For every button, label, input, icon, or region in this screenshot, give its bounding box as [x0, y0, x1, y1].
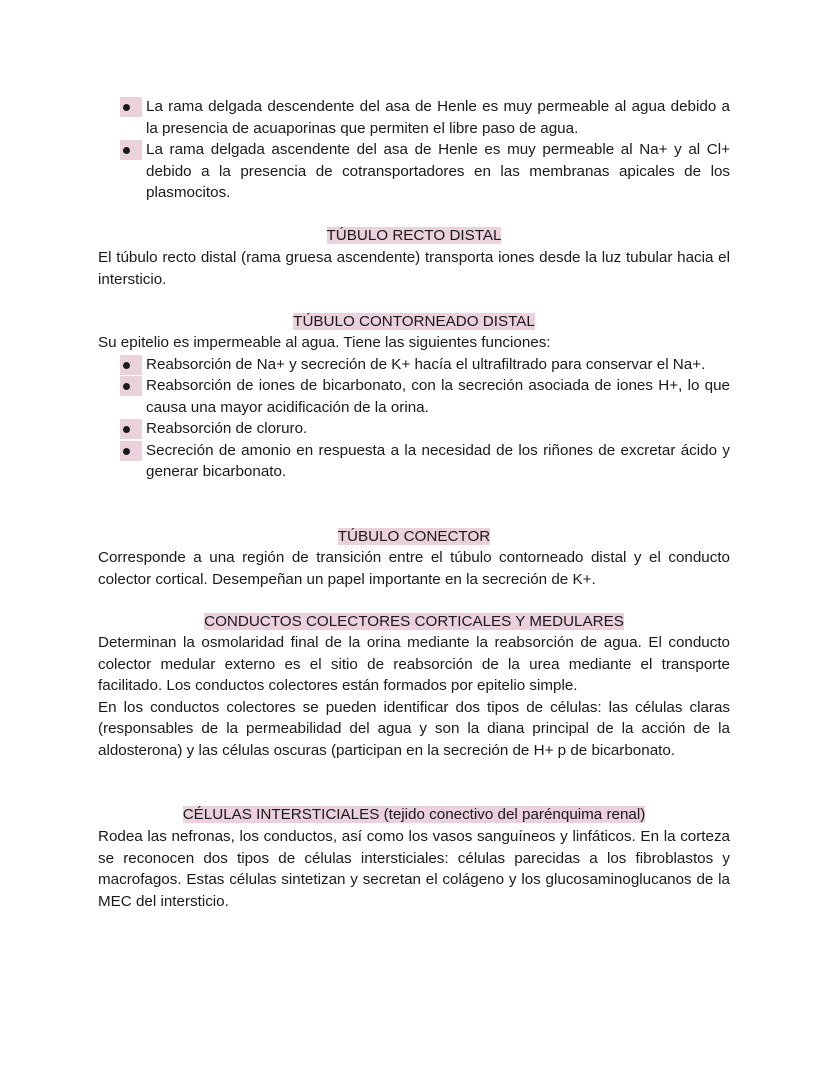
section-heading-contorneado-distal: TÚBULO CONTORNEADO DISTAL: [293, 313, 535, 330]
section-body-colectores: Determinan la osmolaridad final de la orina mediante la reabsorción de agua. El conducto colector medular externo es el sitio de reabsorción de la urea mediante el transporte facilitado. Los conductos colectores están formados por epitelio simple. En los conductos colectores se pueden identificar dos tipos de células: las células claras (responsables de la permeabilidad del agua y son la diana principal de la acción de la aldosterona) y las células oscuras (participan en la secreción de H+ p de bicarbonato.: [98, 634, 730, 759]
list-item: Secreción de amonio en respuesta a la necesidad de los riñones de excretar ácido y generar bicarbonato.: [98, 440, 730, 483]
list-item: La rama delgada descendente del asa de Henle es muy permeable al agua debido a la presencia de acuaporinas que permiten el libre paso de agua.: [98, 96, 730, 139]
section-heading-colectores: CONDUCTOS COLECTORES CORTICALES Y MEDULARES: [204, 613, 624, 630]
henle-list: [98, 96, 730, 204]
bullet-icon: [120, 419, 142, 439]
bullet-icon: [120, 355, 142, 375]
bullet-icon: [120, 140, 142, 160]
section-heading-intersticiales: CÉLULAS INTERSTICIALES (tejido conectivo del parénquima renal): [182, 806, 646, 823]
section-body-intersticiales: Rodea las nefronas, los conductos, así como los vasos sanguíneos y linfáticos. En la corteza se reconocen dos tipos de células intersticiales: células parecidas a los fibroblastos y macrofagos. Estas células sintetizan y secretan el colágeno y los glucosaminoglucanos de la MEC del intersticio.: [98, 828, 730, 910]
list-item: Reabsorción de iones de bicarbonato, con la secreción asociada de iones H+, lo que causa una mayor acidificación de la orina.: [98, 375, 730, 418]
bullet-icon: [120, 441, 142, 461]
section-body-contorneado-distal: Su epitelio es impermeable al agua. Tiene las siguientes funciones: Reabsorción de Na+ y secreción de K+ hacía el ultrafiltrado para conservar el Na+. Reabsorción de iones de bicarbonato, con la secreción asociada de iones H+, lo que causa una mayor acidificación de la orina. Reabsorción de cloruro. Secreción de amonio en respuesta a la necesidad de los riñones de excretar ácido y generar bicarbonato.: [98, 332, 730, 483]
functions-list: [98, 354, 730, 483]
section-body-conector: Corresponde a una región de transición entre el túbulo contorneado distal y el conducto colector cortical. Desempeñan un papel importante en la secreción de K+.: [98, 549, 730, 588]
bullet-icon: [120, 97, 142, 117]
list-item: Reabsorción de Na+ y secreción de K+ hacía el ultrafiltrado para conservar el Na+.: [98, 354, 730, 376]
bullet-icon: [120, 376, 142, 396]
section-body-recto-distal: El túbulo recto distal (rama gruesa ascendente) transporta iones desde la luz tubular hacia el intersticio.: [98, 249, 730, 288]
section-heading-conector: TÚBULO CONECTOR: [337, 528, 491, 545]
list-item: La rama delgada ascendente del asa de Henle es muy permeable al Na+ y al Cl+ debido a la presencia de cotransportadores en las membranas apicales de los plasmocitos.: [98, 139, 730, 204]
section-heading-recto-distal: TÚBULO RECTO DISTAL: [326, 227, 502, 244]
list-item: Reabsorción de cloruro.: [98, 418, 730, 440]
